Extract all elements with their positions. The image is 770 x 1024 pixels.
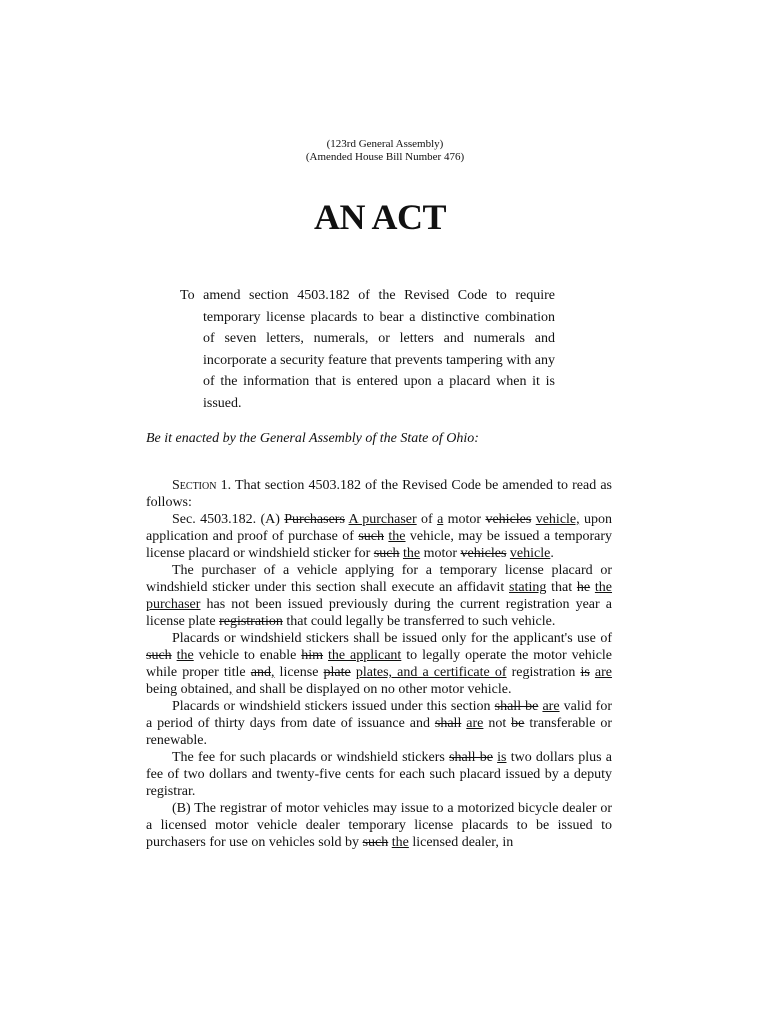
assembly-line: (123rd General Assembly): [326, 138, 444, 150]
body-text-run: vehicle to enable: [193, 648, 302, 663]
inserted-text: ,: [228, 682, 233, 697]
deleted-text: registration: [219, 614, 283, 629]
body-text-run: registration: [506, 665, 581, 680]
body-text-run: two dollars plus a fee of two dollars and twenty-five cents for each such placard issued by a deputy registrar.: [146, 750, 613, 799]
deleted-text: plate: [323, 665, 351, 680]
body-text-run: not: [483, 716, 512, 731]
inserted-text: the applicant: [327, 648, 402, 663]
body-text-run: (B) The registrar of motor vehicles may issue to a motorized bicycle dealer or a licensed motor vehicle dealer temporary license placards to be issued to purchasers for use on vehicles sold by: [146, 801, 612, 850]
bill-paragraph: [146, 800, 612, 851]
inserted-text: are: [542, 699, 560, 714]
inserted-text: the: [176, 648, 194, 663]
deleted-text: vehicles: [460, 546, 507, 561]
inserted-text: plates, and a certificate of: [355, 665, 507, 680]
enacting-clause: Be it enacted by the General Assembly of the State of Ohio:: [146, 431, 479, 446]
inserted-text: vehicle: [509, 546, 551, 561]
body-text-run: being obtained: [146, 682, 229, 697]
body-text-run: The fee for such placards or windshield stickers: [172, 750, 450, 765]
body-text-run: Sec. 4503.182. (A): [172, 512, 285, 527]
bill-header: [0, 138, 770, 163]
deleted-text: shall be: [449, 750, 493, 765]
bill-paragraph: [146, 630, 612, 698]
inserted-text: a: [437, 512, 444, 527]
deleted-text: he: [576, 580, 591, 595]
inserted-text: are: [594, 665, 613, 680]
inserted-text: ,: [270, 665, 275, 680]
deleted-text: such: [373, 546, 400, 561]
body-text-run: of: [416, 512, 438, 527]
deleted-text: vehicles: [485, 512, 532, 527]
bill-paragraph: [146, 511, 612, 562]
bill-body: [146, 477, 612, 851]
deleted-text: and: [250, 665, 271, 680]
body-text-run: licensed dealer, in: [408, 835, 514, 850]
body-text-run: upon application and proof of purchase of: [146, 512, 613, 544]
bill-paragraph: [146, 698, 612, 749]
inserted-text: the: [402, 546, 421, 561]
deleted-text: Purchasers: [284, 512, 345, 527]
summary-text: To amend section 4503.182 of the Revised Code to require temporary license placards to bear a distinctive combination of seven letters, numerals, or letters and numerals and incorporate a security feature that prevents tampering with any of the information that is entered upon a placard when it is issued.: [180, 288, 555, 411]
inserted-text: A purchaser: [348, 512, 417, 527]
inserted-text: is: [497, 750, 507, 765]
bill-paragraph: [146, 749, 612, 800]
deleted-text: is: [580, 665, 590, 680]
body-text-run: That section 4503.182 of the Revised Code be amended to read as follows:: [146, 478, 612, 510]
body-text-run: .: [550, 546, 554, 561]
inserted-text: vehicle,: [535, 512, 580, 527]
body-text-run: and shall be displayed on no other motor vehicle.: [232, 682, 512, 697]
bill-paragraph: [146, 477, 612, 511]
body-text-run: has not been issued previously during the current registration year a license plate: [146, 597, 612, 629]
body-text-run: valid for a period of thirty days from date of issuance and: [146, 699, 613, 731]
body-text-run: transferable or renewable.: [146, 716, 613, 748]
deleted-text: such: [358, 529, 384, 544]
body-text-run: vehicle, may be issued a temporary license placard or windshield sticker for: [146, 529, 612, 561]
deleted-text: such: [146, 648, 172, 663]
bill-paragraph: [146, 562, 612, 630]
deleted-text: shall be: [494, 699, 539, 714]
deleted-text: him: [301, 648, 324, 663]
body-text-run: that could legally be transferred to such vehicle.: [282, 614, 556, 629]
body-text-run: motor: [443, 512, 486, 527]
bill-number-line: (Amended House Bill Number 476): [305, 150, 465, 163]
body-text-run: that: [546, 580, 577, 595]
inserted-text: the: [388, 529, 406, 544]
deleted-text: such: [362, 835, 389, 850]
body-text-run: Placards or windshield stickers issued under this section: [172, 699, 495, 714]
body-text-run: license: [274, 665, 324, 680]
act-summary: [180, 285, 555, 415]
body-text-run: Placards or windshield stickers shall be issued only for the applicant's use of: [172, 631, 612, 646]
deleted-text: be: [511, 716, 525, 731]
deleted-text: shall: [434, 716, 462, 731]
inserted-text: the purchaser: [146, 580, 613, 612]
inserted-text: the: [391, 835, 409, 850]
inserted-text: are: [466, 716, 484, 731]
section-label: Section 1.: [172, 478, 232, 493]
inserted-text: stating: [509, 580, 547, 595]
body-text-run: motor: [420, 546, 461, 561]
act-title: AN ACT: [313, 197, 447, 237]
body-text-run: to legally operate the motor vehicle while proper title: [146, 648, 613, 680]
body-text-run: The purchaser of a vehicle applying for a temporary license placard or windshield sticker under this section shall execute an affidavit: [146, 563, 612, 595]
